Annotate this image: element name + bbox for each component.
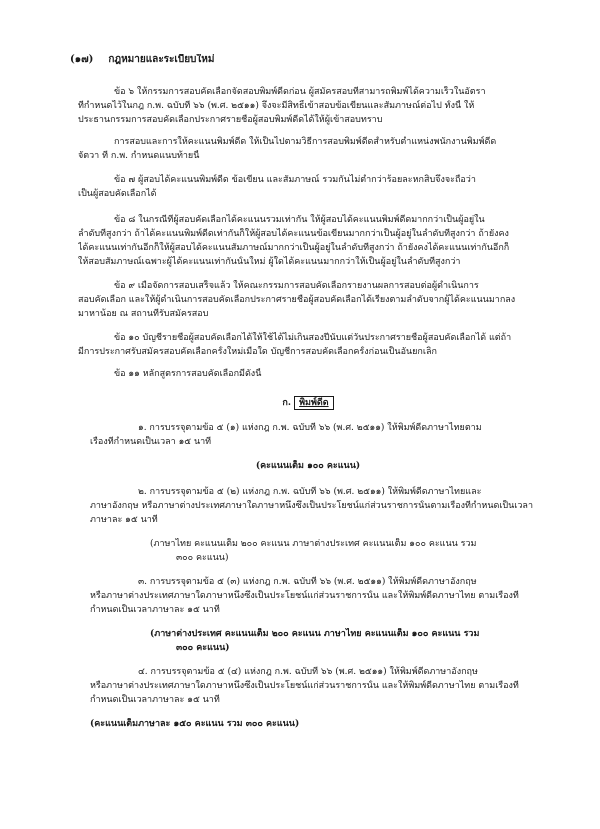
score-note: (คะแนนเต็ม ๑๐๐ คะแนน) <box>255 461 361 471</box>
item-line: ภาษาละ ๑๕ นาที <box>90 515 158 525</box>
para-line: ข้อ ๖ ให้กรรมการสอบคัดเลือกจัดสอบพิมพ์ดีดก่อน ผู้สมัครสอบที่สามารถพิมพ์ได้ความเร็วในอัตรา <box>114 87 486 97</box>
page-header <box>70 54 530 66</box>
section-label: พิมพ์ดีด <box>294 396 334 410</box>
score-note: (ภาษาต่างประเทศ คะแนนเต็ม ๒๐๐ คะแนน ภาษาไทย คะแนนเต็ม ๑๐๐ คะแนน รวม <box>150 629 480 639</box>
para-line: ให้สอบสัมภาษณ์เฉพาะผู้ได้คะแนนเท่ากันนั้นใหม่ ผู้ใดได้คะแนนมากกว่าให้เป็นผู้อยู่ในลำดับที่สูงกว่า <box>78 257 461 267</box>
para-line: จัตวา ที่ ก.พ. กำหนดแนบท้ายนี้ <box>78 151 200 161</box>
para-line: เป็นผู้สอบคัดเลือกได้ <box>78 189 157 199</box>
page-number: (๑๗) <box>70 54 94 65</box>
para-line: ได้คะแนนเท่ากันอีกก็ให้ผู้สอบได้คะแนนสัมภาษณ์มากกว่าเป็นผู้อยู่ในลำดับที่สูงกว่า ถ้ายังคงได้คะแนนเท่ากันอีกก็ <box>78 243 510 253</box>
item-line: ๒. การบรรจุตามข้อ ๕ (๒) แห่งกฎ ก.พ. ฉบับที่ ๖๖ (พ.ศ. ๒๕๑๑) ให้พิมพ์ดีดภาษาไทยและ <box>138 487 482 497</box>
para-line: ประธานกรรมการสอบคัดเลือกประกาศรายชื่อผู้สอบพิมพ์ดีดได้ให้ผู้เข้าสอบทราบ <box>78 115 383 125</box>
para-line: ที่กำหนดไว้ในกฎ ก.พ. ฉบับที่ ๖๖ (พ.ศ. ๒๕๑๑) จึงจะมีสิทธิ์เข้าสอบข้อเขียนและสัมภาษณ์ต่อไป ทั้งนี้ ให้ <box>78 101 475 111</box>
item-line: กำหนดเป็นเวลาภาษาละ ๑๕ นาที <box>90 695 220 705</box>
header-title: กฎหมายและระเบียบใหม่ <box>108 54 215 65</box>
score-note: ๓๐๐ คะแนน) <box>176 643 230 653</box>
item-line: ภาษาอังกฤษ หรือภาษาต่างประเทศภาษาใดภาษาหนึ่งซึ่งเป็นประโยชน์แก่ส่วนราชการนั้นตามเรื่องที่กำหนดเป็นเวลา <box>90 501 533 511</box>
item-line: เรื่องที่กำหนดเป็นเวลา ๑๕ นาที <box>90 437 212 447</box>
para-line: ข้อ ๑๑ หลักสูตรการสอบคัดเลือกมีดังนี้ <box>114 369 262 379</box>
score-note: ๓๐๐ คะแนน) <box>176 553 229 563</box>
score-note: (คะแนนเต็มภาษาละ ๑๕๐ คะแนน รวม ๓๐๐ คะแนน) <box>90 719 300 729</box>
para-line: ข้อ ๗ ผู้สอบได้คะแนนพิมพ์ดีด ข้อเขียน และสัมภาษณ์ รวมกันไม่ต่ำกว่าร้อยละหกสิบจึงจะถือว่า <box>114 175 476 185</box>
item-line: หรือภาษาต่างประเทศภาษาใดภาษาหนึ่งซึ่งเป็นประโยชน์แก่ส่วนราชการนั้น และให้พิมพ์ดีดภาษาไทย ตามเรื่องที่ <box>90 591 519 601</box>
score-note: (ภาษาไทย คะแนนเต็ม ๒๐๐ คะแนน ภาษาต่างประเทศ คะแนนเต็ม ๑๐๐ คะแนน รวม <box>150 539 477 549</box>
para-line: มีการประกาศรับสมัครสอบคัดเลือกครั้งใหม่เมื่อใด บัญชีการสอบคัดเลือกครั้งก่อนเป็นอันยกเลิก <box>78 347 437 357</box>
para-line: มาหาน้อย ณ สถานที่รับสมัครสอบ <box>78 309 209 319</box>
para-line: การสอบและการให้คะแนนพิมพ์ดีด ให้เป็นไปตามวิธีการสอบพิมพ์ดีดสำหรับตำแหน่งพนักงานพิมพ์ดีด <box>114 137 497 147</box>
section-prefix: ก. <box>282 398 291 408</box>
para-line: ลำดับที่สูงกว่า ถ้าได้คะแนนพิมพ์ดีดเท่ากันก็ให้ผู้สอบได้คะแนนข้อเขียนมากกว่าเป็นผู้อยู่ในลำดับที่สูงกว่า ถ้ายังคง <box>78 229 509 239</box>
item-line: กำหนดเป็นเวลาภาษาละ ๑๕ นาที <box>90 605 220 615</box>
item-line: ๔. การบรรจุตามข้อ ๕ (๔) แห่งกฎ ก.พ. ฉบับที่ ๖๖ (พ.ศ. ๒๕๑๑) ให้พิมพ์ดีดภาษาอังกฤษ <box>138 667 478 677</box>
item-line: ๑. การบรรจุตามข้อ ๕ (๑) แห่งกฎ ก.พ. ฉบับที่ ๖๖ (พ.ศ. ๒๕๑๑) ให้พิมพ์ดีดภาษาไทยตาม <box>138 423 482 433</box>
para-line: ข้อ ๑๐ บัญชีรายชื่อผู้สอบคัดเลือกได้ให้ใช้ได้ไม่เกินสองปีนับแต่วันประกาศรายชื่อผู้สอบคัดเลือกได้ แต่ถ้า <box>114 333 512 343</box>
section-heading <box>78 396 538 410</box>
para-line: ข้อ ๙ เมื่อจัดการสอบเสร็จแล้ว ให้คณะกรรมการสอบคัดเลือกรายงานผลการสอบต่อผู้ดำเนินการ <box>114 281 479 291</box>
item-line: ๓. การบรรจุตามข้อ ๕ (๓) แห่งกฎ ก.พ. ฉบับที่ ๖๖ (พ.ศ. ๒๕๑๑) ให้พิมพ์ดีดภาษาอังกฤษ <box>138 577 477 587</box>
para-line: สอบคัดเลือก และให้ผู้ดำเนินการสอบคัดเลือกประกาศรายชื่อผู้สอบคัดเลือกได้เรียงตามลำดับจากผู้ได้คะแนนมากลง <box>78 295 516 305</box>
item-line: หรือภาษาต่างประเทศภาษาใดภาษาหนึ่งซึ่งเป็นประโยชน์แก่ส่วนราชการนั้น และให้พิมพ์ดีดภาษาไทย ตามเรื่องที่ <box>90 681 519 691</box>
para-line: ข้อ ๘ ในกรณีที่ผู้สอบคัดเลือกได้คะแนนรวมเท่ากัน ให้ผู้สอบได้คะแนนพิมพ์ดีดมากกว่าเป็นผู้อยู่ใน <box>114 215 485 225</box>
